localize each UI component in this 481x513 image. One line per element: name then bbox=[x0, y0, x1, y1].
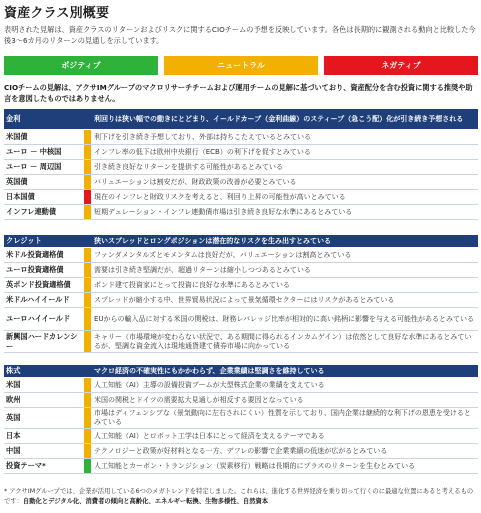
table-row bbox=[4, 408, 478, 429]
row-label: 日本 bbox=[6, 431, 21, 440]
row-label: ユーロ － 周辺国 bbox=[6, 162, 62, 171]
section-summary: 狭いスプレッドとロングポジションは潜在的なリスクを生み出すとみている bbox=[91, 235, 478, 247]
row-text: ポンド建て投資家にとって投資に良好な水準にあるとみている bbox=[94, 280, 290, 289]
intro-text: 表明された見解は、資産クラスのリターンおよびリスクに関するCIOチームの予想を反映しています。各色は長期的に観測される動向と比較した今後3～6カ月のリターンの見通しを示しています。 bbox=[4, 25, 476, 45]
section-header bbox=[4, 109, 478, 130]
rating-indicator bbox=[84, 378, 91, 392]
row-text: 需要は引き続き堅調だが、超過リターンは縮小しつつあるとみている bbox=[94, 265, 311, 274]
row-text: 人工知能（AI）とロボット工学は日本にとって経済を支えるテーマである bbox=[94, 431, 325, 440]
section-equity bbox=[4, 365, 478, 474]
row-text: バリュエーションは割安だが、財政政策の改善が必要とみている bbox=[94, 177, 297, 186]
rating-indicator bbox=[84, 459, 91, 473]
table-row bbox=[4, 293, 478, 308]
footnote bbox=[4, 487, 478, 506]
rating-indicator bbox=[84, 160, 91, 174]
legend-positive: ポジティブ bbox=[4, 56, 158, 75]
row-text: 現在のインフレと財政リスクを考えると、利回り上昇の可能性が高いとみている bbox=[94, 192, 346, 201]
legend-neutral: ニュートラル bbox=[164, 56, 318, 75]
table-row bbox=[4, 263, 478, 278]
row-label: 英国債 bbox=[6, 177, 28, 186]
section-header bbox=[4, 365, 478, 378]
row-text: 市場はディフェンシブな（景気動向に左右されにくい）性質を示しており、国内企業は継続的な利下げの恩恵を受けるとみている bbox=[94, 409, 471, 426]
row-text: 短期デュレーション・インフレ連動債市場は引き続き良好な水準にあるとみている bbox=[94, 207, 353, 216]
table-row bbox=[4, 160, 478, 175]
row-text: スプレッドが縮小する中、世界貿易状況によって景気循環セクターにはリスクがあるとみている bbox=[94, 295, 395, 304]
row-text: 米国の関税とドイツの需要拡大見通しが相反する要因となっている bbox=[94, 395, 304, 404]
row-label: インフレ連動債 bbox=[6, 207, 57, 216]
row-label: 米国債 bbox=[6, 132, 28, 141]
table-row bbox=[4, 459, 478, 474]
table-row bbox=[4, 248, 478, 263]
section-label: 株式 bbox=[4, 365, 84, 377]
rating-indicator bbox=[84, 205, 91, 219]
legend bbox=[4, 56, 478, 75]
row-label: ユーロ投資適格債 bbox=[6, 265, 64, 274]
disclaimer-note: CIOチームの見解は、アクサIMグループのマクロリサーチチームおよび運用チームの見解に基づいており、資産配分を含む投資に関する推奨や助言を意図したものではありません。 bbox=[4, 83, 473, 103]
rating-indicator bbox=[84, 293, 91, 307]
row-text: 人工知能とカーボン・トランジション（炭素移行）戦略は長期的にプラスのリターンを生むとみている bbox=[94, 461, 416, 470]
rating-indicator bbox=[84, 248, 91, 262]
table-row bbox=[4, 331, 478, 353]
section-summary: マクロ経済の不確実性にもかかわらず、企業業績は堅調さを維持している bbox=[91, 365, 478, 377]
page-title: 資産クラス別概要 bbox=[4, 6, 110, 21]
rating-indicator bbox=[84, 130, 91, 144]
table-row bbox=[4, 393, 478, 408]
footnote-megatrends: 自動化とデジタル化、消費者の傾向と高齢化、エネルギー転換、生物多様性、自然資本 bbox=[22, 497, 269, 505]
row-label: 英ポンド投資適格債 bbox=[6, 280, 71, 289]
row-label: 米国 bbox=[6, 380, 21, 389]
row-label: 英国 bbox=[6, 413, 21, 422]
rating-indicator bbox=[84, 429, 91, 443]
rating-indicator bbox=[84, 331, 91, 352]
row-text: 利下げを引き続き予想しており、外部は持ちこたえているとみている bbox=[94, 132, 311, 141]
table-row bbox=[4, 130, 478, 145]
rating-indicator bbox=[84, 278, 91, 292]
table-row bbox=[4, 429, 478, 444]
section-label: 金利 bbox=[4, 109, 84, 129]
table-row bbox=[4, 205, 478, 220]
row-label: 米ドル投資適格債 bbox=[6, 250, 64, 259]
row-label: 新興国ハードカレンシー bbox=[6, 331, 78, 351]
rating-indicator bbox=[84, 444, 91, 458]
row-text: 引き続き良好なリターンを提供する可能性があるとみている bbox=[94, 162, 283, 171]
table-row bbox=[4, 278, 478, 293]
row-text: キャリー（市場環境が変わらない状況で、ある期間に得られるインカムゲイン）は依然として良好な水準にあるとみているが、堅調な資金流入は現地通貨建て債券市場に向かっている bbox=[94, 332, 472, 350]
row-label: 日本国債 bbox=[6, 192, 35, 201]
table-row bbox=[4, 308, 478, 331]
rating-indicator bbox=[84, 145, 91, 159]
table-row bbox=[4, 175, 478, 190]
table-row bbox=[4, 444, 478, 459]
section-summary: 利回りは狭い幅での動きにとどまり、イールドカーブ（金利曲線）のスティープ（急こう配）化が引き続き予想される bbox=[91, 109, 478, 129]
row-label: ユーロ － 中核国 bbox=[6, 147, 62, 156]
rating-indicator bbox=[84, 263, 91, 277]
row-text: EUからの輸入品に対する米国の関税は、財務レバレッジ比率が相対的に高い銘柄に影響を与える可能性があるとみている bbox=[94, 314, 474, 323]
row-label: 欧州 bbox=[6, 395, 21, 404]
section-header bbox=[4, 235, 478, 248]
row-text: ファンダメンタルズとモメンタムは良好だが、バリュエーションは割高とみている bbox=[94, 250, 352, 259]
row-text: 人工知能（AI）主導の設備投資ブームが大型株式企業の業績を支えている bbox=[94, 380, 325, 389]
row-label: 投資テーマ* bbox=[6, 461, 46, 470]
section-label: クレジット bbox=[4, 235, 84, 247]
section-rates bbox=[4, 109, 478, 220]
row-label: ユーロハイイールド bbox=[6, 314, 71, 323]
row-text: インフレ率の低下は欧州中央銀行（ECB）の利下げを促すとみている bbox=[94, 147, 311, 156]
row-label: 米ドルハイイールド bbox=[6, 295, 70, 304]
rating-indicator bbox=[84, 175, 91, 189]
row-text: テクノロジーと政策が好材料となる一方、デフレの影響で企業業績の低迷が広がるとみている bbox=[94, 446, 388, 455]
table-row bbox=[4, 190, 478, 205]
table-row bbox=[4, 378, 478, 393]
section-credit bbox=[4, 235, 478, 353]
rating-indicator bbox=[84, 393, 91, 407]
row-label: 中国 bbox=[6, 446, 21, 455]
legend-negative: ネガティブ bbox=[324, 56, 478, 75]
footnote-text: * アクサIMグループでは、企業が活用している6つのメガトレンドを特定しました。これらは、進化する世界経済を乗り切って行くのに最適な位置にあると考えるものです： bbox=[4, 488, 474, 505]
table-row bbox=[4, 145, 478, 160]
rating-indicator bbox=[84, 190, 91, 204]
rating-indicator bbox=[84, 308, 91, 330]
rating-indicator bbox=[84, 408, 91, 428]
